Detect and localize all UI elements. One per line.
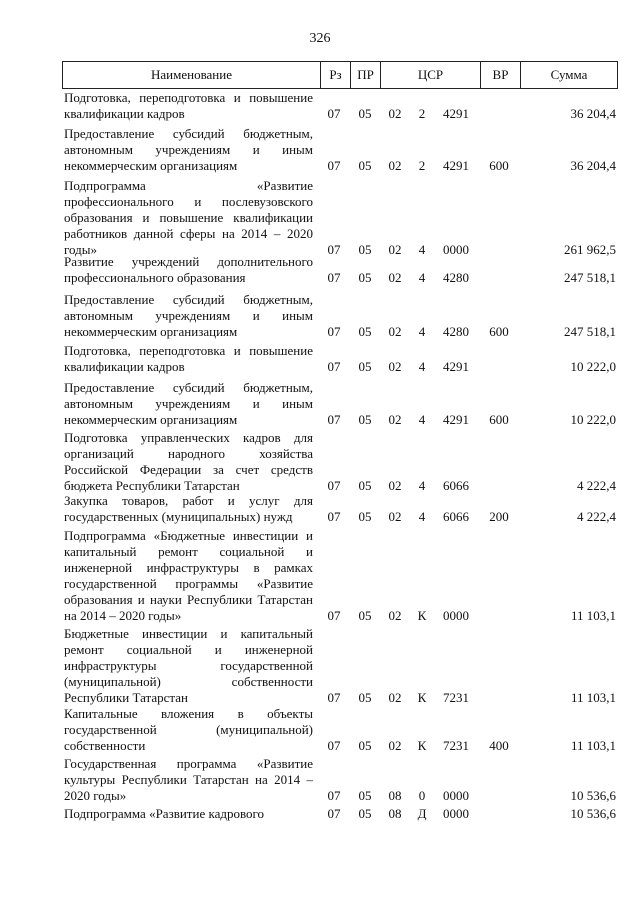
row-name: Бюджетные инвестиции и капитальный ремонт социальной и инженерной инфраструктуры государственной (муниципальной) собственности Республики Татарстан (64, 626, 313, 705)
row-csr-part2: К (417, 738, 427, 753)
row-sum: 36 204,4 (570, 106, 616, 121)
row-name: Капитальные вложения в объекты государственной (муниципальной) собственности (64, 706, 313, 753)
row-pr: 05 (358, 106, 372, 121)
row-pr: 05 (358, 324, 372, 339)
row-csr-part2: 4 (418, 359, 426, 374)
row-rz: 07 (327, 478, 341, 493)
row-pr: 05 (358, 270, 372, 285)
row-csr-part1: 02 (388, 738, 402, 753)
row-csr-part3: 6066 (443, 509, 469, 524)
table-row (62, 343, 618, 375)
row-csr-part2: 2 (418, 158, 426, 173)
row-vr (480, 270, 518, 286)
row-name: Подготовка, переподготовка и повышение квалификации кадров (64, 90, 313, 121)
page-number: 326 (309, 31, 331, 46)
row-sum: 247 518,1 (564, 324, 616, 339)
table-row (62, 706, 618, 754)
table-row (62, 90, 618, 122)
row-name: Подпрограмма «Развитие профессионального и послевузовского образования и повышение квалификации работников данной сферы на 2014 – 2020 годы» (64, 178, 313, 257)
row-rz: 07 (327, 788, 341, 803)
row-csr-part3: 4280 (443, 324, 469, 339)
column-header-name: Наименование (63, 62, 321, 88)
row-name: Подпрограмма «Развитие кадрового (64, 806, 265, 821)
table-row (62, 430, 618, 494)
row-pr: 05 (358, 412, 372, 427)
row-sum: 10 536,6 (570, 806, 616, 821)
table-row (62, 254, 618, 286)
row-csr-part1: 02 (388, 106, 402, 121)
row-vr (480, 106, 518, 122)
row-sum: 11 103,1 (570, 690, 616, 705)
row-csr-part1: 02 (388, 608, 402, 623)
row-csr-part1: 08 (388, 806, 402, 821)
table-row (62, 292, 618, 340)
row-pr: 05 (358, 359, 372, 374)
row-csr-part2: 4 (418, 478, 426, 493)
row-csr-part2: 2 (418, 106, 426, 121)
row-vr (480, 690, 518, 706)
row-name: Подпрограмма «Бюджетные инвестиции и капитальный ремонт социальной и инженерной инфраструктуры в рамках государственной программы «Развитие образования и науки Республики Татарстан на 2014 – 2020 годы» (64, 528, 313, 623)
row-csr-part3: 0000 (443, 788, 469, 803)
row-csr-part3: 4291 (443, 158, 469, 173)
row-name: Закупка товаров, работ и услуг для государственных (муниципальных) нужд (64, 493, 313, 524)
row-sum: 10 536,6 (570, 788, 616, 803)
table-row (62, 493, 618, 525)
row-csr-part1: 02 (388, 412, 402, 427)
row-vr (480, 788, 518, 804)
row-csr-part2: 4 (418, 509, 426, 524)
row-csr-part2: 4 (418, 270, 426, 285)
row-vr (480, 806, 518, 822)
row-csr-part3: 0000 (443, 608, 469, 623)
row-csr-part2: 4 (418, 242, 426, 257)
row-csr-part3: 0000 (443, 806, 469, 821)
table-row (62, 178, 618, 258)
row-pr: 05 (358, 478, 372, 493)
column-header-pr: ПР (351, 62, 381, 88)
row-name: Предоставление субсидий бюджетным, автономным учреждениям и иным некоммерческим организациям (64, 126, 313, 173)
row-csr-part1: 02 (388, 478, 402, 493)
row-sum: 36 204,4 (570, 158, 616, 173)
row-csr-part3: 0000 (443, 242, 469, 257)
row-rz: 07 (327, 738, 341, 753)
row-rz: 07 (327, 412, 341, 427)
row-pr: 05 (358, 158, 372, 173)
row-rz: 07 (327, 608, 341, 623)
row-csr-part1: 02 (388, 509, 402, 524)
row-csr-part1: 08 (388, 788, 402, 803)
table-row (62, 126, 618, 174)
row-pr: 05 (358, 690, 372, 705)
row-rz: 07 (327, 359, 341, 374)
row-pr: 05 (358, 509, 372, 524)
table-header (62, 61, 618, 89)
row-csr-part2: 4 (418, 324, 426, 339)
row-name: Предоставление субсидий бюджетным, автономным учреждениям и иным некоммерческим организациям (64, 292, 313, 339)
row-sum: 10 222,0 (570, 359, 616, 374)
row-csr-part2: 4 (418, 412, 426, 427)
row-rz: 07 (327, 690, 341, 705)
row-csr-part3: 4291 (443, 359, 469, 374)
row-vr: 200 (489, 509, 509, 524)
row-csr-part2: К (417, 608, 427, 623)
row-csr-part1: 02 (388, 324, 402, 339)
column-header-csr: ЦСР (381, 62, 481, 88)
row-pr: 05 (358, 608, 372, 623)
row-csr-part2: Д (417, 806, 427, 821)
row-csr-part1: 02 (388, 359, 402, 374)
row-pr: 05 (358, 738, 372, 753)
table-row (62, 626, 618, 706)
row-sum: 10 222,0 (570, 412, 616, 427)
row-rz: 07 (327, 158, 341, 173)
row-sum: 261 962,5 (564, 242, 616, 257)
row-sum: 247 518,1 (564, 270, 616, 285)
row-name: Государственная программа «Развитие культуры Республики Татарстан на 2014 – 2020 годы» (64, 756, 313, 803)
column-header-sum: Сумма (550, 67, 588, 82)
row-name: Предоставление субсидий бюджетным, автономным учреждениям и иным некоммерческим организациям (64, 380, 313, 427)
column-header-vr: ВР (481, 62, 521, 88)
row-vr: 600 (489, 158, 509, 173)
row-sum: 4 222,4 (577, 509, 616, 524)
row-vr (480, 359, 518, 375)
row-rz: 07 (327, 270, 341, 285)
row-pr: 05 (358, 242, 372, 257)
row-csr-part1: 02 (388, 690, 402, 705)
row-csr-part2: 0 (418, 788, 426, 803)
row-rz: 07 (327, 806, 341, 821)
row-name: Подготовка управленческих кадров для организаций народного хозяйства Российской Федерации за счет средств бюджета Республики Татарстан (64, 430, 313, 493)
row-csr-part3: 4291 (443, 412, 469, 427)
row-sum: 11 103,1 (570, 738, 616, 753)
row-name: Развитие учреждений дополнительного профессионального образования (64, 254, 313, 285)
table-row (62, 380, 618, 428)
row-pr: 05 (358, 788, 372, 803)
row-rz: 07 (327, 509, 341, 524)
row-name: Подготовка, переподготовка и повышение квалификации кадров (64, 343, 313, 374)
row-csr-part3: 4280 (443, 270, 469, 285)
table-row (62, 528, 618, 624)
row-sum: 11 103,1 (570, 608, 616, 623)
row-vr: 600 (489, 324, 509, 339)
row-csr-part3: 7231 (443, 738, 469, 753)
table-row (62, 756, 618, 804)
row-vr: 400 (489, 738, 509, 753)
row-rz: 07 (327, 242, 341, 257)
row-vr: 600 (489, 412, 509, 427)
row-pr: 05 (358, 806, 372, 821)
row-csr-part2: К (417, 690, 427, 705)
row-csr-part1: 02 (388, 158, 402, 173)
row-csr-part1: 02 (388, 242, 402, 257)
row-csr-part1: 02 (388, 270, 402, 285)
column-header-rz: Рз (321, 62, 351, 88)
row-csr-part3: 6066 (443, 478, 469, 493)
row-csr-part3: 4291 (443, 106, 469, 121)
row-rz: 07 (327, 106, 341, 121)
row-vr (480, 478, 518, 494)
row-vr (480, 608, 518, 624)
row-sum: 4 222,4 (577, 478, 616, 493)
row-csr-part3: 7231 (443, 690, 469, 705)
table-row (62, 806, 618, 822)
row-rz: 07 (327, 324, 341, 339)
